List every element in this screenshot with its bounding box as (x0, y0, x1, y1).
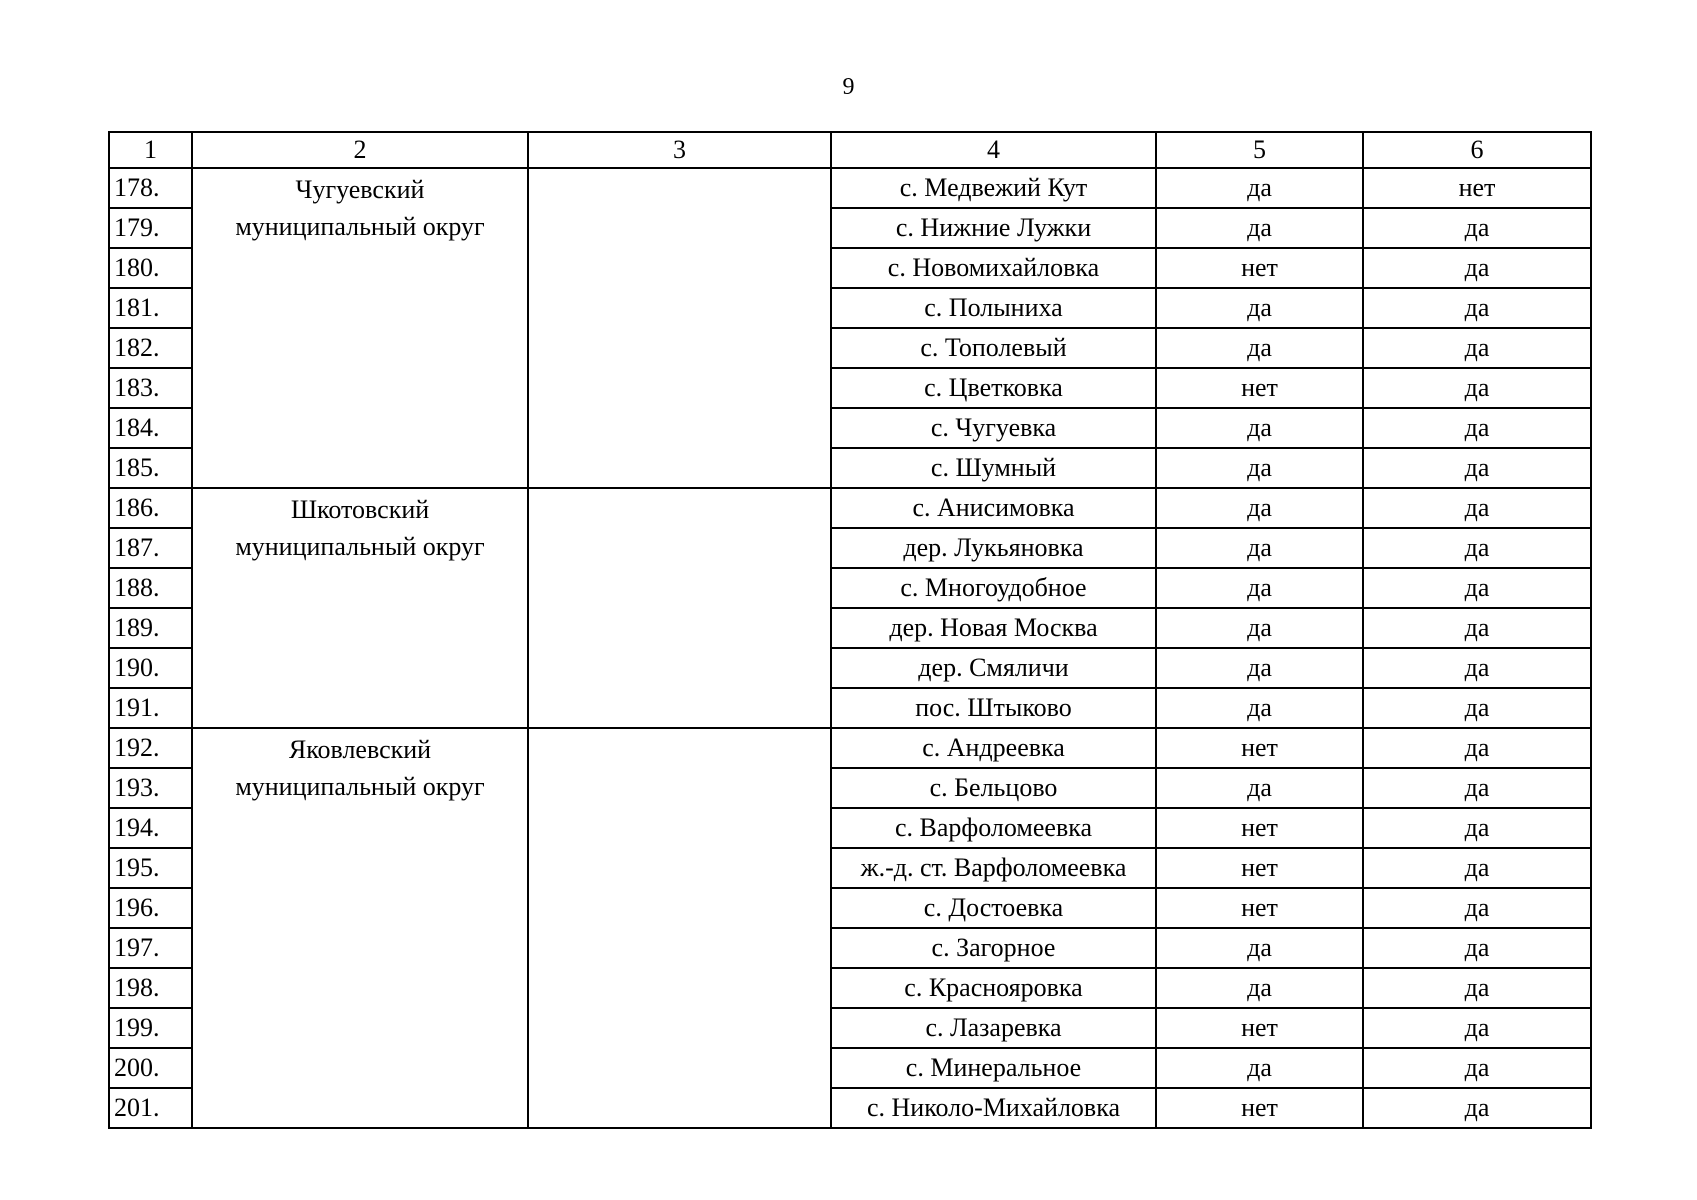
row-number: 186. (109, 488, 192, 528)
column-6-value: да (1363, 968, 1591, 1008)
row-number: 183. (109, 368, 192, 408)
column-6-value: да (1363, 408, 1591, 448)
district-type: муниципальный округ (235, 532, 485, 561)
column-6-value: да (1363, 648, 1591, 688)
settlement-name: с. Краснояровка (831, 968, 1156, 1008)
row-number: 196. (109, 888, 192, 928)
district-cell (192, 488, 528, 728)
row-number: 180. (109, 248, 192, 288)
row-number: 197. (109, 928, 192, 968)
settlement-name: ж.-д. ст. Варфоломеевка (831, 848, 1156, 888)
column-5-value: нет (1156, 248, 1363, 288)
column-5-value: да (1156, 288, 1363, 328)
column-5-value: нет (1156, 1088, 1363, 1128)
column-header: 4 (831, 132, 1156, 168)
column-5-value: да (1156, 328, 1363, 368)
settlement-name: с. Варфоломеевка (831, 808, 1156, 848)
row-number: 199. (109, 1008, 192, 1048)
table-row (109, 168, 1591, 208)
settlement-name: с. Лазаревка (831, 1008, 1156, 1048)
settlement-name: с. Андреевка (831, 728, 1156, 768)
settlement-name: с. Достоевка (831, 888, 1156, 928)
column-3-cell (528, 488, 831, 728)
row-number: 189. (109, 608, 192, 648)
column-5-value: нет (1156, 808, 1363, 848)
row-number: 178. (109, 168, 192, 208)
column-5-value: да (1156, 968, 1363, 1008)
district-type: муниципальный округ (235, 772, 485, 801)
column-5-value: нет (1156, 368, 1363, 408)
column-5-value: да (1156, 208, 1363, 248)
row-number: 179. (109, 208, 192, 248)
row-number: 182. (109, 328, 192, 368)
district-cell (192, 168, 528, 488)
column-5-value: да (1156, 168, 1363, 208)
row-number: 195. (109, 848, 192, 888)
column-6-value: да (1363, 448, 1591, 488)
column-6-value: да (1363, 1048, 1591, 1088)
column-header: 2 (192, 132, 528, 168)
column-5-value: да (1156, 448, 1363, 488)
row-number: 200. (109, 1048, 192, 1088)
column-6-value: да (1363, 488, 1591, 528)
column-6-value: да (1363, 528, 1591, 568)
column-5-value: да (1156, 568, 1363, 608)
settlement-name: с. Минеральное (831, 1048, 1156, 1088)
column-6-value: да (1363, 888, 1591, 928)
district-name: Яковлевский (288, 735, 432, 764)
column-header: 5 (1156, 132, 1363, 168)
settlement-name: с. Анисимовка (831, 488, 1156, 528)
column-6-value: да (1363, 688, 1591, 728)
column-6-value: да (1363, 848, 1591, 888)
table-row (109, 488, 1591, 528)
column-6-value: да (1363, 608, 1591, 648)
row-number: 194. (109, 808, 192, 848)
district-type: муниципальный округ (235, 212, 485, 241)
district-name: Шкотовский (290, 495, 430, 524)
district-name: Чугуевский (295, 175, 425, 204)
column-5-value: нет (1156, 1008, 1363, 1048)
settlement-name: с. Чугуевка (831, 408, 1156, 448)
settlement-name: дер. Смяличи (831, 648, 1156, 688)
row-number: 185. (109, 448, 192, 488)
column-header: 3 (528, 132, 831, 168)
column-5-value: да (1156, 608, 1363, 648)
row-number: 193. (109, 768, 192, 808)
row-number: 191. (109, 688, 192, 728)
settlement-name: дер. Новая Москва (831, 608, 1156, 648)
settlement-name: с. Нижние Лужки (831, 208, 1156, 248)
settlement-name: пос. Штыково (831, 688, 1156, 728)
column-6-value: да (1363, 928, 1591, 968)
row-number: 198. (109, 968, 192, 1008)
table-row (109, 728, 1591, 768)
column-6-value: да (1363, 808, 1591, 848)
settlement-name: с. Николо-Михайловка (831, 1088, 1156, 1128)
column-6-value: да (1363, 288, 1591, 328)
settlements-table (108, 131, 1592, 1129)
settlement-name: с. Полыниха (831, 288, 1156, 328)
column-5-value: да (1156, 488, 1363, 528)
column-5-value: да (1156, 1048, 1363, 1088)
row-number: 190. (109, 648, 192, 688)
row-number: 181. (109, 288, 192, 328)
column-6-value: да (1363, 328, 1591, 368)
column-5-value: нет (1156, 848, 1363, 888)
row-number: 184. (109, 408, 192, 448)
column-6-value: да (1363, 368, 1591, 408)
column-6-value: да (1363, 1008, 1591, 1048)
row-number: 187. (109, 528, 192, 568)
column-3-cell (528, 728, 831, 1128)
column-5-value: да (1156, 928, 1363, 968)
settlement-name: с. Тополевый (831, 328, 1156, 368)
row-number: 188. (109, 568, 192, 608)
column-6-value: да (1363, 768, 1591, 808)
settlement-name: с. Бельцово (831, 768, 1156, 808)
district-cell (192, 728, 528, 1128)
column-3-cell (528, 168, 831, 488)
column-5-value: нет (1156, 888, 1363, 928)
column-5-value: да (1156, 768, 1363, 808)
column-5-value: да (1156, 648, 1363, 688)
column-6-value: да (1363, 248, 1591, 288)
column-6-value: да (1363, 208, 1591, 248)
column-5-value: да (1156, 528, 1363, 568)
column-6-value: да (1363, 1088, 1591, 1128)
settlement-name: дер. Лукьяновка (831, 528, 1156, 568)
column-6-value: нет (1363, 168, 1591, 208)
column-header: 6 (1363, 132, 1591, 168)
settlement-name: с. Многоудобное (831, 568, 1156, 608)
page-number: 9 (842, 74, 855, 100)
row-number: 192. (109, 728, 192, 768)
settlement-name: с. Медвежий Кут (831, 168, 1156, 208)
settlement-name: с. Цветковка (831, 368, 1156, 408)
settlement-name: с. Загорное (831, 928, 1156, 968)
column-header: 1 (109, 132, 192, 168)
column-5-value: да (1156, 408, 1363, 448)
column-5-value: нет (1156, 728, 1363, 768)
column-6-value: да (1363, 568, 1591, 608)
settlement-name: с. Шумный (831, 448, 1156, 488)
row-number: 201. (109, 1088, 192, 1128)
column-6-value: да (1363, 728, 1591, 768)
column-5-value: да (1156, 688, 1363, 728)
header-row (109, 132, 1591, 168)
settlement-name: с. Новомихайловка (831, 248, 1156, 288)
